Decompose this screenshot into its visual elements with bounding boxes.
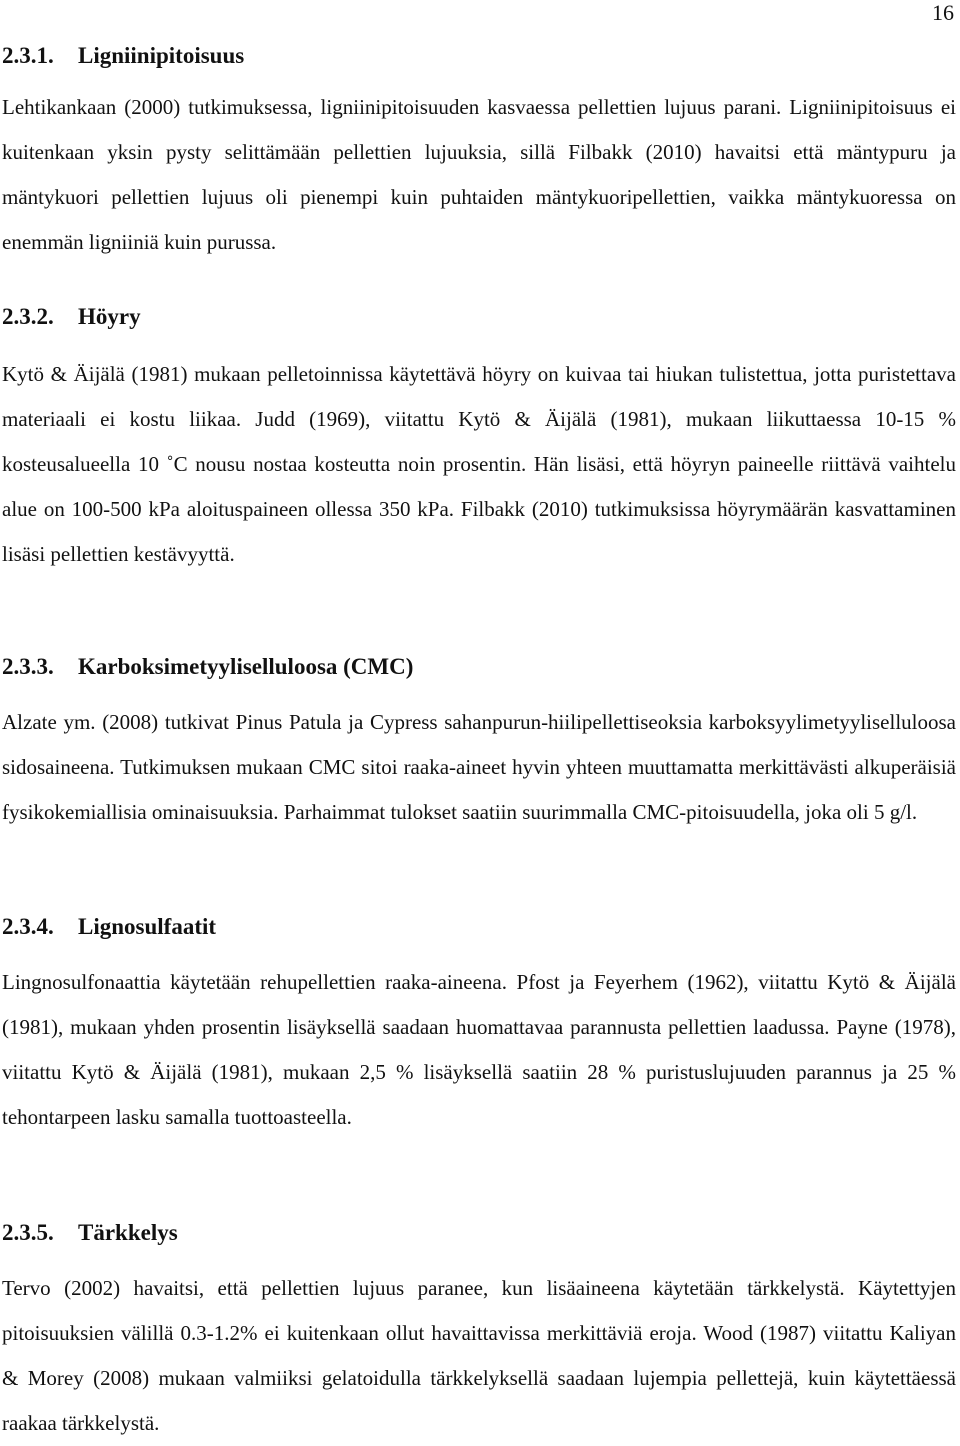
section-lignosulfaatit [2, 914, 956, 1140]
section-heading [2, 304, 956, 330]
section-number: 2.3.2. [2, 304, 54, 329]
section-number: 2.3.4. [2, 914, 54, 939]
section-heading [2, 914, 956, 940]
section-ligniinipitoisuus [2, 43, 956, 265]
section-paragraph: Lehtikankaan (2000) tutkimuksessa, ligniinipitoisuuden kasvaessa pellettien lujuus parani. Ligniinipitoisuus ei kuitenkaan yksin pysty selittämään pellettien lujuuksia, sillä Filbakk (2010) havaitsi että mäntypuru ja mäntykuori pellettien lujuus oli pienempi kuin puhtaiden mäntykuoripellettien, vaikka mäntykuoressa on enemmän ligniiniä kuin purussa. [2, 95, 956, 254]
page-number: 16 [932, 0, 954, 25]
section-number: 2.3.5. [2, 1220, 54, 1245]
section-paragraph: Tervo (2002) havaitsi, että pellettien lujuus paranee, kun lisäaineena käytetään tärkkelystä. Käytettyjen pitoisuuksien välillä 0.3-1.2% ei kuitenkaan ollut havaittavissa merkittäviä eroja. Wood (1987) viitattu Kaliyan & Morey (2008) mukaan valmiiksi gelatoidulla tärkkelyksellä saadaan lujempia pellettejä, kuin käytettäessä raakaa tärkkelystä. [2, 1276, 956, 1435]
section-heading [2, 1220, 956, 1246]
section-heading [2, 654, 956, 680]
section-paragraph: Lingnosulfonaattia käytetään rehupellettien raaka-aineena. Pfost ja Feyerhem (1962), viitattu Kytö & Äijälä (1981), mukaan yhden prosentin lisäyksellä saadaan huomattavaa parannusta pellettien laadussa. Payne (1978), viitattu Kytö & Äijälä (1981), mukaan 2,5 % lisäyksellä saatiin 28 % puristuslujuuden parannus ja 25 % tehontarpeen lasku samalla tuottoasteella. [2, 970, 956, 1129]
section-tarkkelys [2, 1220, 956, 1446]
section-heading [2, 43, 956, 69]
section-paragraph: Kytö & Äijälä (1981) mukaan pelletoinnissa käytettävä höyry on kuivaa tai hiukan tulistettua, jotta puristettava materiaali ei kostu liikaa. Judd (1969), viitattu Kytö & Äijälä (1981), mukaan liikuttaessa 10-15 % kosteusalueella 10 ˚C nousu nostaa kosteutta noin prosentin. Hän lisäsi, että höyryn paineelle riittävä vaihtelu alue on 100-500 kPa aloituspaineen ollessa 350 kPa. Filbakk (2010) tutkimuksissa höyrymäärän kasvattaminen lisäsi pellettien kestävyyttä. [2, 362, 956, 566]
section-hoyry [2, 304, 956, 577]
section-cmc [2, 654, 956, 835]
section-paragraph: Alzate ym. (2008) tutkivat Pinus Patula ja Cypress sahanpurun-hiilipellettiseoksia karboksyylimetyyliselluloosa sidosaineena. Tutkimuksen mukaan CMC sitoi raaka-aineet hyvin yhteen muuttamatta merkittävästi alkuperäisiä fysikokemiallisia ominaisuuksia. Parhaimmat tulokset saatiin suurimmalla CMC-pitoisuudella, joka oli 5 g/l. [2, 710, 956, 824]
section-number: 2.3.3. [2, 654, 54, 679]
section-number: 2.3.1. [2, 43, 54, 68]
section-title: Tärkkelys [78, 1220, 178, 1245]
section-title: Höyry [78, 304, 141, 329]
section-title: Lignosulfaatit [78, 914, 217, 939]
section-title: Karboksimetyyliselluloosa (CMC) [78, 654, 414, 679]
section-title: Ligniinipitoisuus [78, 43, 245, 68]
